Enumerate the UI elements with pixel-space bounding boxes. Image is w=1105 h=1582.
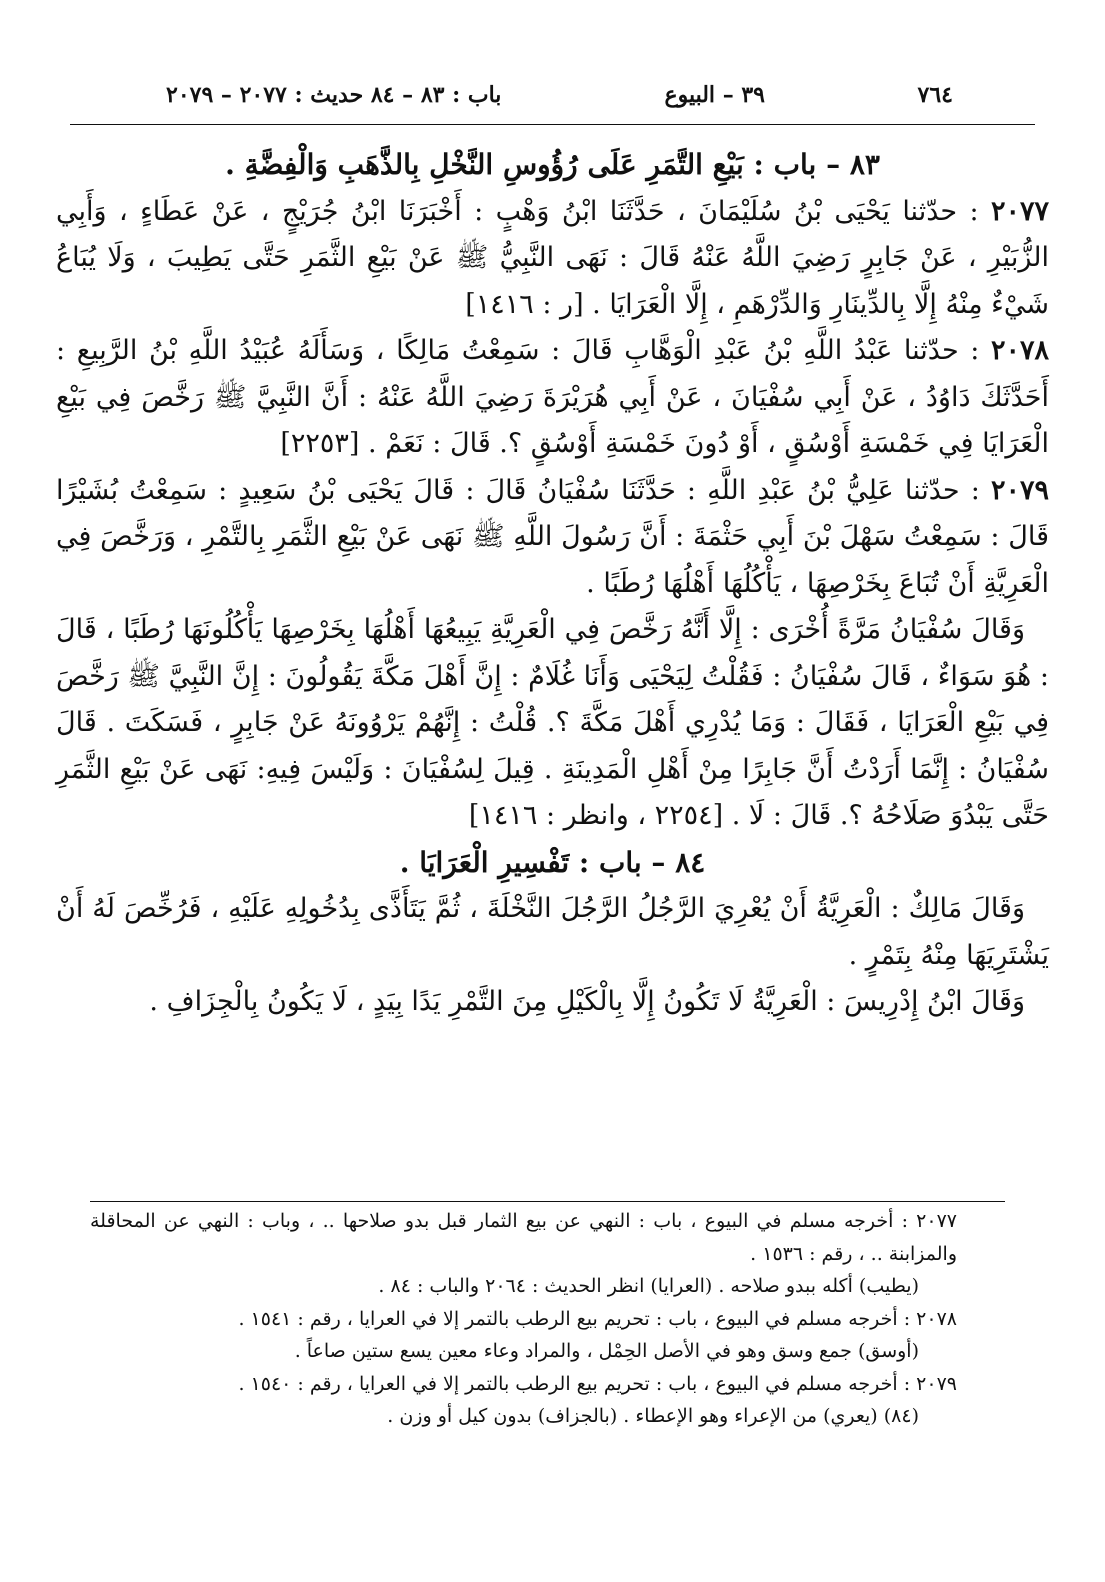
footnote-2077-gloss: (يطيب) أكله ببدو صلاحه . (العرايا) انظر الحديث : ٢٠٦٤ والباب : ٨٤ . (378, 1275, 919, 1297)
malik-statement: وَقَالَ مَالِكٌ : الْعَرِيَّةُ أَنْ يُعْرِيَ الرَّجُلُ الرَّجُلَ النَّخْلَةَ ، ثُمَّ يَتَأَذَّى بِدُخُولِهِ عَلَيْهِ ، فَرُخِّصَ لَهُ أَنْ يَشْتَرِيَهَا مِنْهُ بِتَمْرٍ . (56, 893, 1049, 971)
running-header (100, 78, 1005, 114)
chapter-83-title: ٨٣ – باب : بَيْعِ التَّمَرِ عَلَى رُؤُوسِ النَّخْلِ بِالذَّهَبِ وَالْفِضَّةِ . (225, 148, 880, 181)
header-divider (70, 124, 1035, 125)
hadith-text: : حدّثنا عَلِيُّ بْنُ عَبْدِ اللَّهِ : حَدَّثَنَا سُفْيَانُ قَالَ : قَالَ يَحْيَى بْنُ سَعِيدٍ : سَمِعْتُ بُشَيْرًا قَالَ : سَمِعْتُ سَهْلَ بْنَ أَبِي حَثْمَةَ : أَنَّ رَسُولَ اللَّهِ ﷺ نَهَى عَنْ بَيْعِ الثَّمَرِ بِالتَّمْرِ ، وَرَخَّصَ فِي الْعَرِيَّةِ أَنْ تُبَاعَ بِخَرْصِهَا ، يَأْكُلُهَا أَهْلُهَا رُطَبًا . (56, 474, 1049, 599)
footnote-divider (90, 1201, 1005, 1202)
footnotes (90, 1205, 957, 1433)
footnote-2078: ٢٠٧٨ : أخرجه مسلم في البيوع ، باب : تحريم بيع الرطب بالتمر إلا في العرايا ، رقم : ١٥٤١ . (238, 1307, 957, 1330)
hadith-2077 (56, 189, 1049, 329)
footnote-84-gloss: (٨٤) (يعري) من الإعراء وهو الإعطاء . (بالجزاف) بدون كيل أو وزن . (387, 1405, 919, 1427)
hadith-2078 (56, 328, 1049, 468)
chapter-84-title: ٨٤ – باب : تَفْسِيرِ الْعَرَايَا . (399, 845, 706, 879)
footnote-2078-gloss: (أوسق) جمع وسق وهو في الأصل الحِمْل ، والمراد وعاء معين يسع ستين صاعاً . (294, 1340, 919, 1362)
hadith-number: ٢٠٧٧ (990, 195, 1049, 227)
ibn-idris-statement: وَقَالَ ابْنُ إِدْرِيسَ : الْعَرِيَّةُ لَا تَكُونُ إِلَّا بِالْكَيْلِ مِنَ التَّمْرِ يَدًا بِيَدٍ ، لَا يَكُونُ بِالْجِزَافِ . (149, 986, 1025, 1017)
hadith-text: : حدّثنا يَحْيَى بْنُ سُلَيْمَانَ ، حَدَّثَنَا ابْنُ وَهْبٍ : أَخْبَرَنَا ابْنُ جُرَيْجٍ ، عَنْ عَطَاءٍ ، وَأَبِي الزُّبَيْرِ ، عَنْ جَابِرٍ رَضِيَ اللَّهُ عَنْهُ قَالَ : نَهَى النَّبِيُّ ﷺ عَنْ بَيْعِ الثَّمَرِ حَتَّى يَطِيبَ ، وَلَا يُبَاعُ شَيْءٌ مِنْهُ إِلَّا بِالدِّينَارِ وَالدِّرْهَمِ ، إِلَّا الْعَرَايَا . [ر : ١٤١٦] (56, 195, 1049, 320)
book-title: ٣٩ – البيوع (664, 82, 765, 108)
main-text (56, 142, 1049, 1026)
page-number: ٧٦٤ (917, 82, 953, 108)
footnote-2079: ٢٠٧٩ : أخرجه مسلم في البيوع ، باب : تحريم بيع الرطب بالتمر إلا في العرايا ، رقم : ١٥٤٠ . (238, 1372, 957, 1395)
hadith-2079-continuation: وَقَالَ سُفْيَانُ مَرَّةً أُخْرَى : إِلَّا أَنَّهُ رَخَّصَ فِي الْعَرِيَّةِ يَبِيعُهَا أَهْلُهَا بِخَرْصِهَا يَأْكُلُونَهَا رُطَبًا ، قَالَ : هُوَ سَوَاءٌ ، قَالَ سُفْيَانُ : فَقُلْتُ لِيَحْيَى وَأَنَا غُلَامٌ : إِنَّ أَهْلَ مَكَّةَ يَقُولُونَ : إِنَّ النَّبِيَّ ﷺ رَخَّصَ فِي بَيْعِ الْعَرَايَا ، فَقَالَ : وَمَا يُدْرِي أَهْلَ مَكَّةَ ؟. قُلْتُ : إِنَّهُمْ يَرْوُونَهُ عَنْ جَابِرٍ ، فَسَكَتَ . قَالَ سُفْيَانُ : إِنَّمَا أَرَدْتُ أَنَّ جَابِرًا مِنْ أَهْلِ الْمَدِينَةِ . قِيلَ لِسُفْيَانَ : وَلَيْسَ فِيهِ: نَهَى عَنْ بَيْعِ الثَّمَرِ حَتَّى يَبْدُوَ صَلَاحُهُ ؟. قَالَ : لَا . [٢٢٥٤ ، وانظر : ١٤١٦] (56, 614, 1049, 831)
hadith-2079 (56, 468, 1049, 608)
hadith-text: : حدّثنا عَبْدُ اللَّهِ بْنُ عَبْدِ الْوَهَّابِ قَالَ : سَمِعْتُ مَالِكًا ، وَسَأَلَهُ عُبَيْدُ اللَّهِ بْنُ الرَّبِيعِ : أَحَدَّثَكَ دَاوُدُ ، عَنْ أَبِي سُفْيَانَ ، عَنْ أَبِي هُرَيْرَةَ رَضِيَ اللَّهُ عَنْهُ : أَنَّ النَّبِيَّ ﷺ رَخَّصَ فِي بَيْعِ الْعَرَايَا فِي خَمْسَةِ أَوْسُقٍ ، أَوْ دُونَ خَمْسَةِ أَوْسُقٍ ؟. قَالَ : نَعَمْ . [٢٢٥٣] (56, 335, 1049, 459)
chapter-hadith-range: باب : ٨٣ – ٨٤ حديث : ٢٠٧٧ – ٢٠٧٩ (166, 82, 502, 108)
hadith-number: ٢٠٧٩ (990, 474, 1049, 506)
hadith-number: ٢٠٧٨ (990, 335, 1049, 366)
footnote-2077: ٢٠٧٧ : أخرجه مسلم في البيوع ، باب : النهي عن بيع الثمار قبل بدو صلاحها .. ، وباب : النهي عن المحاقلة والمزابنة .. ، رقم : ١٥٣٦ . (90, 1210, 957, 1265)
